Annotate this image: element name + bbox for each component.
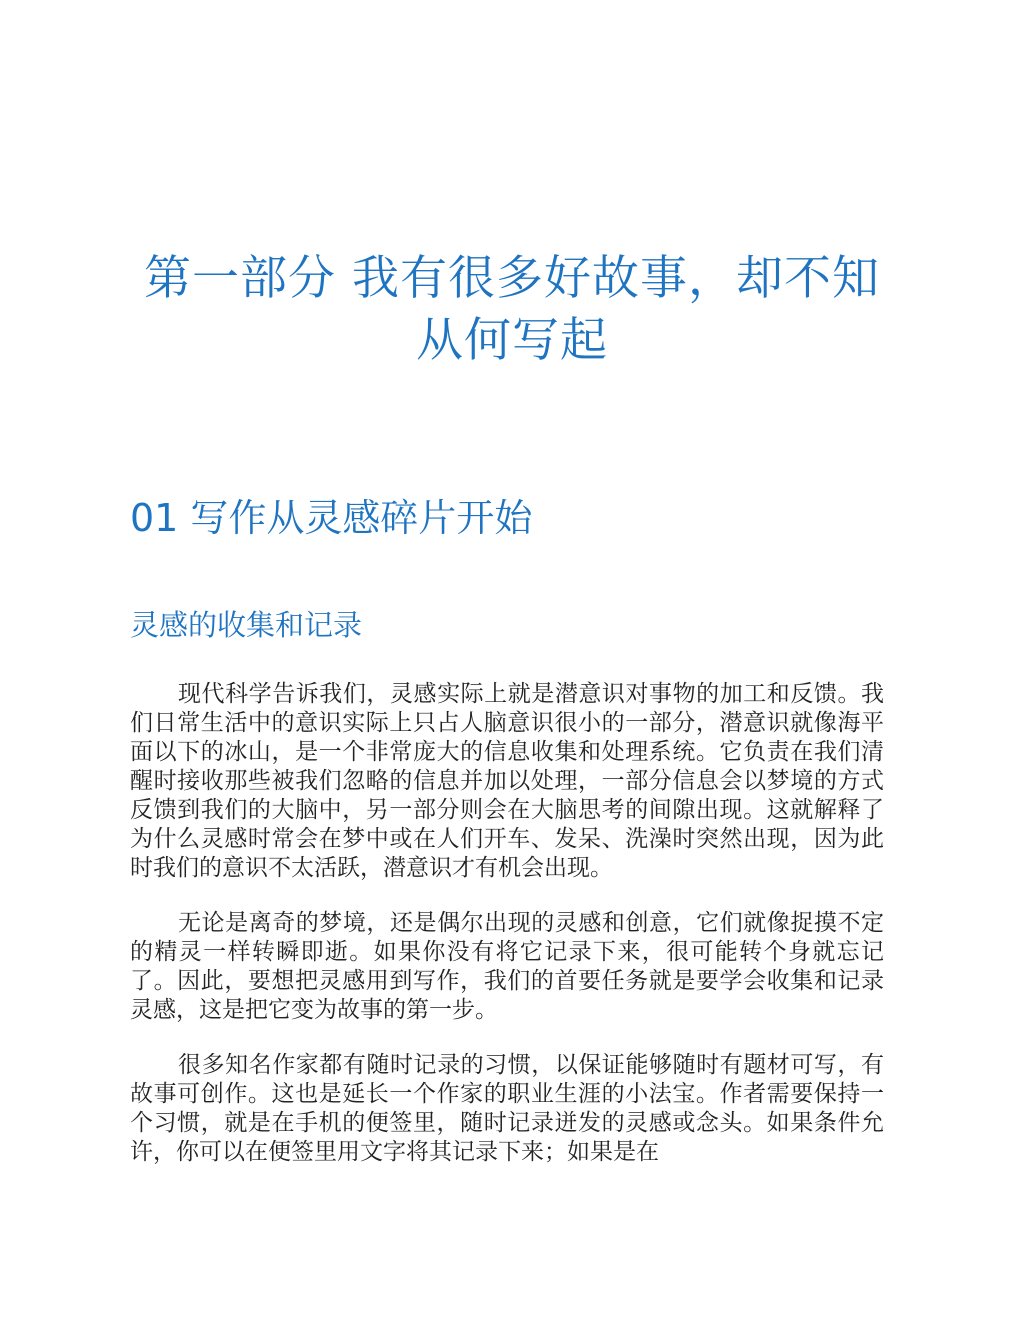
body-text <box>130 680 884 1193</box>
part-title: 第一部分 我有很多好故事，却不知从何写起 <box>144 251 880 368</box>
paragraph: 现代科学告诉我们，灵感实际上就是潜意识对事物的加工和反馈。我们日常生活中的意识实际上只占人脑意识很小的一部分，潜意识就像海平面以下的冰山，是一个非常庞大的信息收集和处理系统。它负责在我们清醒时接收那些被我们忽略的信息并加以处理，一部分信息会以梦境的方式反馈到我们的大脑中，另一部分则会在大脑思考的间隙出现。这就解释了为什么灵感时常会在梦中或在人们开车、发呆、洗澡时突然出现，因为此时我们的意识不太活跃，潜意识才有机会出现。 <box>130 681 884 881</box>
section-title: 灵感的收集和记录 <box>130 608 363 642</box>
chapter-title: 01 写作从灵感碎片开始 <box>130 496 533 540</box>
paragraph: 无论是离奇的梦境，还是偶尔出现的灵感和创意，它们就像捉摸不定的精灵一样转瞬即逝。如果你没有将它记录下来，很可能转个身就忘记了。因此，要想把灵感用到写作，我们的首要任务就是要学会收集和记录灵感，这是把它变为故事的第一步。 <box>130 910 884 1023</box>
paragraph: 很多知名作家都有随时记录的习惯，以保证能够随时有题材可写，有故事可创作。这也是延长一个作家的职业生涯的小法宝。作者需要保持一个习惯，就是在手机的便签里，随时记录迸发的灵感或念头。如果条件允许，你可以在便签里用文字将其记录下来；如果是在 <box>130 1052 884 1165</box>
